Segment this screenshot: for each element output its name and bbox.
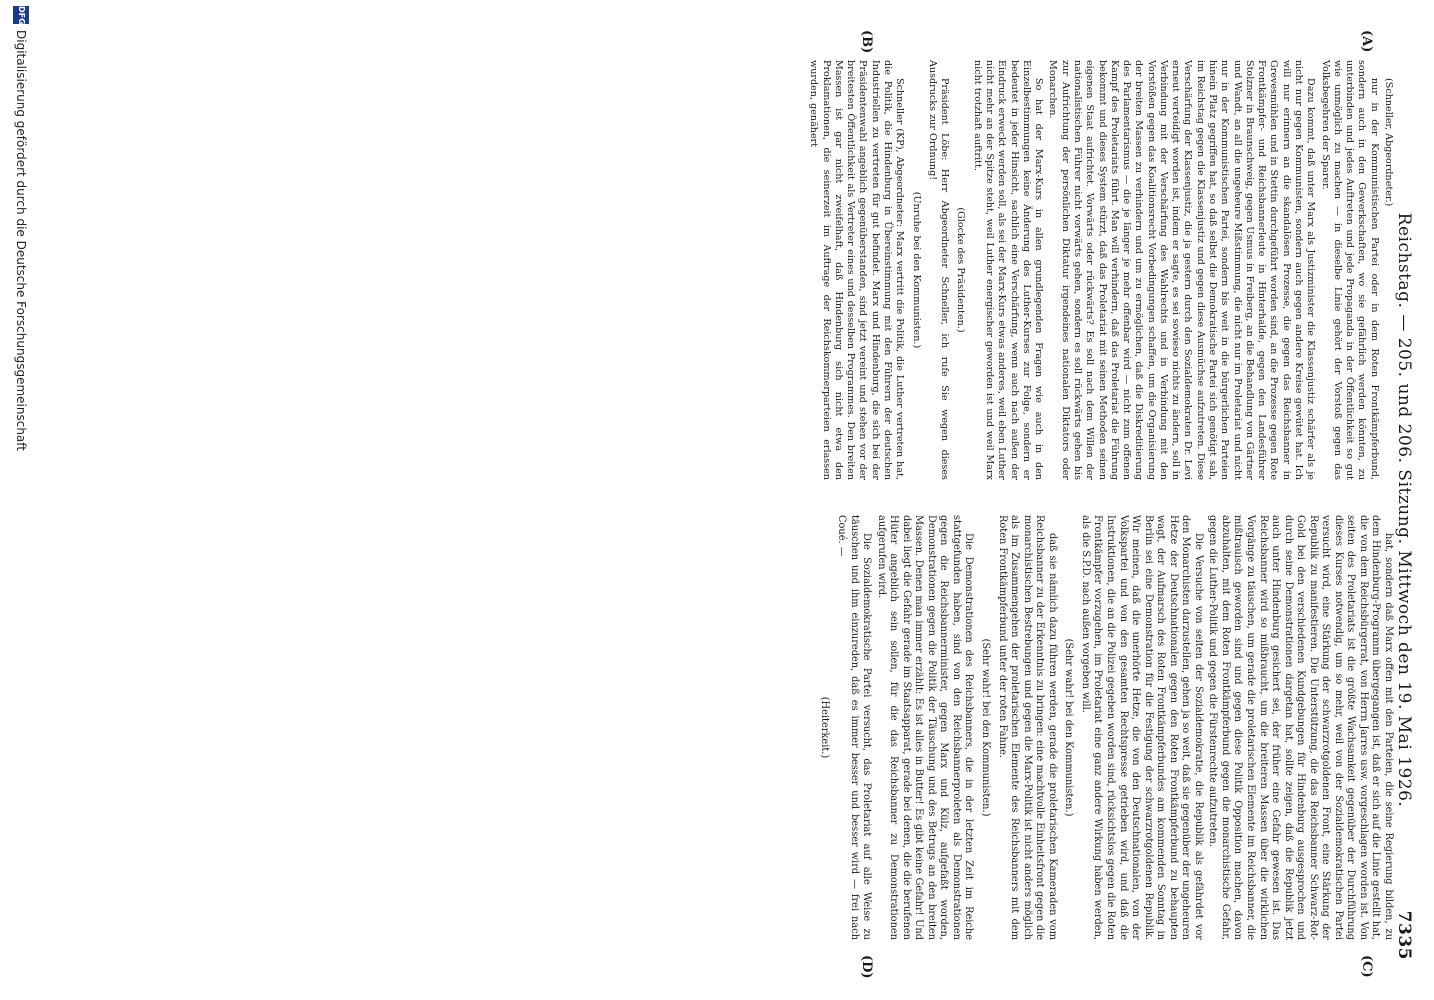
stage-note: (Sehr wahr! bei den Kommunisten.) (1063, 638, 1075, 817)
dfg-logo: DFG (13, 6, 29, 24)
stage-note: (Heiterkeit.) (819, 696, 831, 759)
page-title: Reichstag. — 205. und 206. Sitzung. Mittwoch den 19. Mai 1926. (1394, 212, 1414, 808)
paragraph: Dazu kommt, daß unter Marx als Justizminister die Klassenjustiz schärfer als je nicht nur gegen Kommunisten, sondern auch gegen andere Kreise gewütet hat. Ich will nur erinnern an die skandalösen Prozesse, die gegen das Reichsbanner in Grevesmühlen und in Stettin durchgeführt worden sind, an die Prozesse gegen Rote Frontkämpfer- und Reichsbannerleute in Hinterhalde, gegen den Landesführer Stolzner in Braunschweig, gegen Usmus in Freiberg, an die Behandlung von Gärtner und Wandt, an all die ungeheure Mißstimmung, die nicht nur im Proletariat und nicht nur in der Kommunistischen Partei, sondern bis weit in die bürgerlichen Parteien hinein Platz gegriffen hat, so daß selbst die Demokratische Partei sich genötigt sah, im Reichstag gegen die Klassenjustiz und gegen diese Ausmüchse aufzutreten. Diese Verschärfung der Klassenjustiz, die ja gestern durch den Sozialdemokraten Dr. Levi erneut verteidigt worden ist, indem er sagte, es sei sowieso nichts zu ändern, soll in Verbindung mit der Verschärfung des Wahlrechts und in Verbindung mit den Vorstößen gegen das Koalitionsrecht Vorbedingungen schaffen, um die Organisierung der breiten Massen zu verhindern und um zu ermöglichen, daß die Diskreditierung des Parlamentarismus — die je länger je mehr offenbar wird — nicht zum offenen Kampf des Proletariats führt. Man will verhindern, daß das Proletariat die Führung bekommt und dieses System stürzt, daß das Proletariat mit seinen Methoden seinen eigenen Staat aufrichtet. Vorwärts oder rückwärts? Es soll nach dem Willen der nationalistischen Führer nicht vorwärts gehen, sondern es soll rückwärts gehen bis zur Aufrichtung der persönlichen Diktatur irgendeines nationalen Diktators oder Monarchen. (1047, 60, 1317, 480)
page-number: 7335 (1394, 910, 1414, 960)
text-columns (804, 60, 1394, 940)
margin-mark-a: (A) (1359, 30, 1374, 53)
column-left (804, 60, 1394, 480)
footer-text: Digitalisierung gefördert durch die Deutsche Forschungsgemeinschaft (14, 30, 28, 452)
paragraph: hat, sondern daß Marx offen mit den Parteien, die seine Regierung bilden, zu dem Hindenburg-Programm übergegangen ist, daß er sich auf die Linie gestellt hat, die von dem Reichsbürgerrat, von Herrn Jarres usw. vorgeschlagen worden ist. Von seiten des Proletariats ist die größte Wachsamkeit gegenüber der Durchführung dieses Kurses notwendig, um so mehr, weil von der Sozialdemokratischen Partei versucht wird, eine Stärkung der schwarzrotgoldenen Front, eine Stärkung der Republik zu manifestieren. Die Unterstützung, die das Reichsbanner Schwarz-Rot-Gold bei den verschiedenen Kundgebungen für Hindenburg ausgesprochen und durch seine Demonstrationen dargetan hat, sollte zeigen, daß die Republik jetzt auch unter Hindenburg gesichert sei, der früher eine Gefahr gewesen ist. Das Reichsbanner wird so mißbraucht, um die breiteren Massen über die wirklichen Vorgänge zu täuschen, um gerade die proletarischen Elemente im Reichsbanner, die mißtrauisch geworden sind und gegen diese Politik Opposition machen, davon abzuhalten, mit dem Roten Frontkämpferbund gegen die monarchistische Gefahr, gegen die Luther-Politik und gegen die Fürstenrechte aufzutreten. (1207, 515, 1394, 940)
paragraph: Die Demonstrationen des Reichsbanners, die in der letzten Zeit im Reiche stattgefunden haben, sind von den Reichsbannerproleten als Demonstrationen gegen die Reichsbannerminister, gegen Marx und Külz, aufgefaßt worden, Demonstrationen gegen die Politik der Täuschung und des Betrugs an den breiten Massen. Denen man immer erzählt: Es ist alles in Butter! Es gibt keine Gefahr! Und dabei liegt die Gefahr gerade im Staatsapparat, gerade bei denen, die die berufenen Hüter angeblich sein sollen, für die das Reichsbanner zu Demonstrationen aufgerufen wird. (875, 515, 975, 940)
stage-note: (Sehr wahr! bei den Kommunisten.) (980, 638, 992, 817)
column-right (804, 515, 1394, 940)
margin-mark-d: (D) (859, 955, 874, 979)
paragraph: Schneller (KP), Abgeordneter: Marx vertritt die Politik, die Luther vertreten hat, die Politik, die Hindenburg in Übereinstimmung mit den Führern der deutschen Industriellen zu vertreten für gut befindet. Marx und Hindenburg, die sich bei der Präsidentenwahl angeblich gegenüberstanden, sind jetzt vereint und stehen vor der breitesten Öffentlichkeit als Vertreter eines und desselben Programmes. Den breiten Massen ist gar nicht zweifelhaft, daß Hindenburg sich nicht etwa den Proklamationen, die seinerzeit im Auftrage der Reichskommerparteien erlassen wurden, genähert (808, 60, 906, 480)
stage-note: (Unruhe bei den Kommunisten.) (910, 191, 922, 349)
margin-mark-c: (C) (1359, 955, 1374, 978)
stage-note: (Glocke des Präsidenten.) (955, 207, 967, 333)
paragraph: daß sie nämlich dazu führen werden, gerade die proletarischen Kameraden vom Reichsbanner zu der Erkenntnis zu bringen: eine machtvolle Einheitsfront gegen die monarchistischen Bestrebungen und gegen die Marx-Politik ist nicht anders möglich als im Zusammengehen der proletarischen Elemente des Reichsbanners mit dem Roten Frontkämpferbund unter der roten Fahne. (996, 515, 1058, 940)
paragraph: Die Versuche von seiten der Sozialdemokratie, die Republik als gefährdet vor den Monarchisten darzustellen, gehen ja so weit, daß sie gegenüber der ungeheuren Hetze der Deutschnationalen gegen den Roten Frontkämpferbund zu behaupten wagt, der Aufmarsch des Roten Frontkämpferbundes am kommenden Sonntag in Berlin sei eine Demonstration für die Festigung der schwarzrotgoldenen Republik. Wir meinen, daß die unerhörte Hetze, die von den Deutschnationalen, von der Volkspartei und von den gesamten Rechtspresse getrieben wird, und daß die Instruktionen, die an die Polizei gegeben worden sind, rücksichtslos gegen die Roten Frontkämpfer vorzugehen, im Proletariat eine ganz andere Wirkung haben werden, als die S.P.D. nach außen vorgeben will. (1079, 515, 1204, 940)
paragraph: nur in der Kommunistischen Partei oder in dem Roten Frontkämpferbund, sondern auch in den Gewerkschaften, wo sie gefährlich werden könnten, zu unterbinden und jedes Auftreten und jede Propaganda in der Öffentlichkeit so gut wie unmöglich zu machen — in dieselbe Linie gehört der Vorstoß gegen das Volksbegehren der Sparer. (1319, 60, 1380, 480)
paragraph: So hat der Marx-Kurs in allen grundlegenden Fragen wie auch in den Einzelbestimmungen keine Änderung des Luther-Kurses zur Folge, sondern er bedeutet in jeder Hinsicht, sachlich eine Verschärfung, wenn auch nach außen der Eindruck erweckt werden soll, als sei der Marx-Kurs etwas anderes, weil eben Luther nicht mehr an der Spitze steht, weil Luther energischer geworden ist und weil Marx nicht trotzhaft auftritt. (971, 60, 1045, 480)
margin-mark-b: (B) (859, 30, 874, 54)
paragraph: (Schneller, Abgeordneter.) (1383, 78, 1394, 207)
footer (8, 0, 32, 1000)
paragraph: Die Sozialdemokratische Partei versucht, das Proletariat auf alle Weise zu täuschen und ihm einzureden, daß es immer besser und besser wird — frei nach Coué. — (836, 515, 873, 940)
paragraph: Präsident Löbe: Herr Abgeordneter Schneller, ich rufe Sie wegen dieses Ausdrucks zur Ordnung! (926, 60, 951, 480)
